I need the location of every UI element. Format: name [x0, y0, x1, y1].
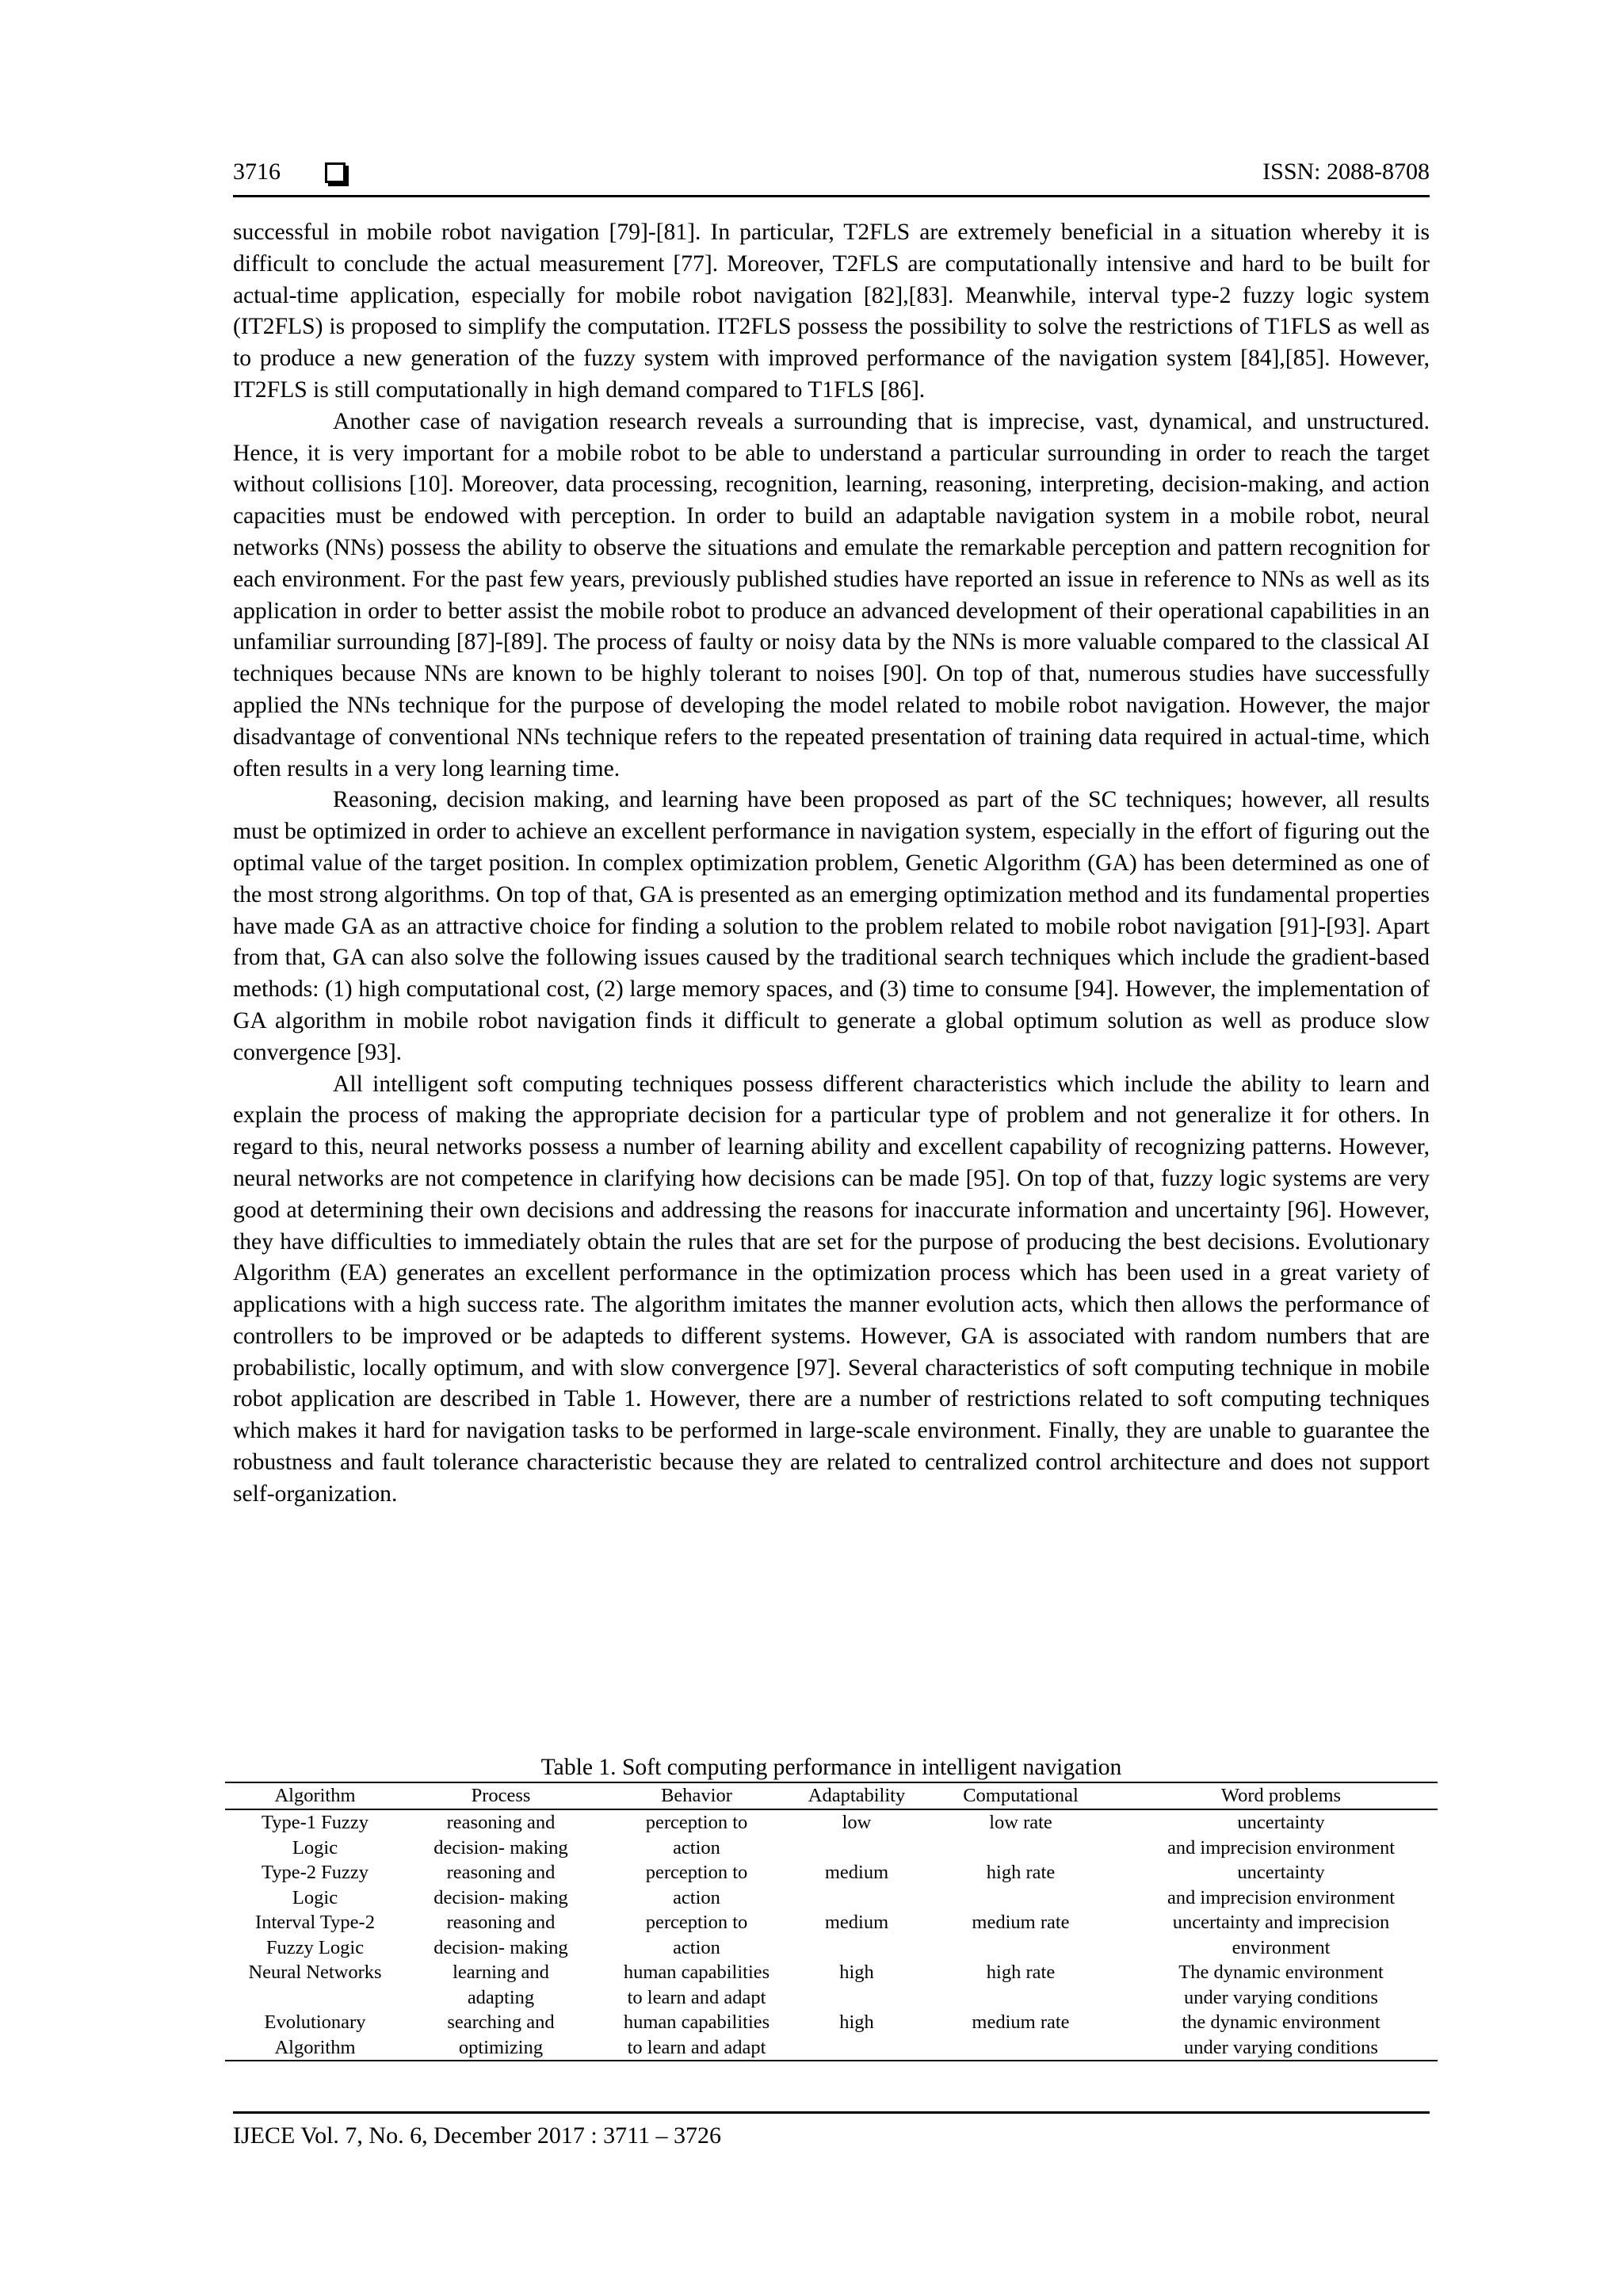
table-cell: uncertainty and imprecision environment — [1172, 1912, 1390, 1958]
table-cell: human capabilities to learn and adapt — [623, 1962, 770, 2008]
table-cell: learning and adapting — [453, 1962, 549, 2008]
table-cell: high — [839, 2011, 874, 2033]
table-cell: low — [842, 1812, 872, 1833]
table-cell: medium — [824, 1912, 889, 1933]
table-cell: human capabilities to learn and adapt — [623, 2011, 770, 2058]
table-row — [225, 2010, 1438, 2061]
square-bullet-icon — [325, 162, 346, 183]
table-cell: uncertainty and imprecision environment — [1167, 1862, 1396, 1908]
table-cell: The dynamic environment under varying conditions — [1178, 1962, 1384, 2008]
header-word-problems: Word problems — [1125, 1782, 1438, 1809]
body-text — [233, 217, 1430, 1511]
page-number: 3716 — [233, 159, 281, 185]
header-algorithm: Algorithm — [225, 1782, 405, 1809]
paragraph-3: Reasoning, decision making, and learning have been proposed as part of the SC techniques; however, all results must be optimized in order to achieve an excellent performance in navigation system, especially in the effort of figuring out the optimal value of the target position. In complex optimization problem, Genetic Algorithm (GA) has been determined as one of the most strong algorithms. On top of that, GA is presented as an emerging optimization method and its fundamental properties have made GA as an attractive choice for finding a solution to the problem related to mobile robot navigation [91]-[93]. Apart from that, GA can also solve the following issues caused by the traditional search techniques which include the gradient-based methods: (1) high computational cost, (2) large memory spaces, and (3) time to consume [94]. However, the implementation of GA algorithm in mobile robot navigation finds it difficult to generate a global optimum solution as well as produce slow convergence [93]. — [233, 787, 1430, 1065]
table-row — [225, 1910, 1438, 1960]
paragraph-1: successful in mobile robot navigation [79]-[81]. In particular, T2FLS are extremely beneficial in a situation whereby it is difficult to conclude the actual measurement [77]. Moreover, T2FLS are computationally intensive and hard to be built for actual-time application, especially for mobile robot navigation [82],[83]. Meanwhile, interval type-2 fuzzy logic system (IT2FLS) is proposed to simplify the computation. IT2FLS possess the possibility to solve the restrictions of T1FLS as well as to produce a new generation of the fuzzy system with improved performance of the navigation system [84],[85]. However, IT2FLS is still computationally in high demand compared to T1FLS [86]. — [233, 220, 1430, 403]
header-process: Process — [405, 1782, 597, 1809]
table-cell: Neural Networks — [248, 1962, 382, 1983]
table-cell: uncertainty and imprecision environment — [1167, 1812, 1396, 1859]
table-cell: medium rate — [972, 2011, 1070, 2033]
table-cell: reasoning and decision- making — [433, 1912, 568, 1958]
header-computational: Computational — [917, 1782, 1125, 1809]
page-header — [233, 154, 1430, 197]
table-cell: perception to action — [645, 1812, 748, 1859]
table-1 — [225, 1753, 1438, 2061]
table-cell: Interval Type-2 Fuzzy Logic — [255, 1912, 375, 1958]
performance-table — [225, 1782, 1438, 2061]
paragraph-2: Another case of navigation research reveals a surrounding that is imprecise, vast, dynamical, and unstructured. Hence, it is very important for a mobile robot to be able to understand a particular surrounding in order to reach the target without collisions [10]. Moreover, data processing, recognition, learning, reasoning, interpreting, decision-making, and action capacities must be endowed with perception. In order to build an adaptable navigation system in a mobile robot, neural networks (NNs) possess the ability to observe the situations and emulate the remarkable perception and pattern recognition for each environment. For the past few years, previously published studies have reported an issue in reference to NNs as well as its application in order to better assist the mobile robot to produce an advanced development of their operational capabilities in an unfamiliar surrounding [87]-[89]. The process of faulty or noisy data by the NNs is more valuable compared to the classical AI techniques because NNs are known to be highly tolerant to noises [90]. On top of that, numerous studies have successfully applied the NNs technique for the purpose of developing the model related to mobile robot navigation. However, the major disadvantage of conventional NNs technique refers to the repeated presentation of training data required in actual-time, which often results in a very long learning time. — [233, 408, 1430, 781]
issn-label: ISSN: 2088-8708 — [1262, 159, 1430, 185]
table-cell: the dynamic environment under varying conditions — [1182, 2011, 1381, 2058]
table-row — [225, 1860, 1438, 1910]
table-cell: searching and optimizing — [447, 2011, 555, 2058]
table-header-row — [225, 1782, 1438, 1809]
table-cell: high — [839, 1962, 874, 1983]
table-caption: Table 1. Soft computing performance in intelligent navigation — [540, 1755, 1122, 1780]
table-cell: low rate — [989, 1812, 1052, 1833]
header-adaptability: Adaptability — [796, 1782, 917, 1809]
journal-citation: IJECE Vol. 7, No. 6, December 2017 : 3711 – 3726 — [233, 2122, 722, 2149]
table-row — [225, 1960, 1438, 2010]
page-footer — [233, 2111, 1430, 2150]
table-cell: medium — [824, 1862, 889, 1883]
table-cell: medium rate — [972, 1912, 1070, 1933]
table-cell: high rate — [986, 1962, 1056, 1983]
header-behavior: Behavior — [597, 1782, 796, 1809]
table-cell: reasoning and decision- making — [433, 1862, 568, 1908]
paragraph-4: All intelligent soft computing techniques possess different characteristics which include the ability to learn and explain the process of making the appropriate decision for a particular type of problem and not generalize it for others. In regard to this, neural networks possess a number of learning ability and excellent capability of recognizing patterns. However, neural networks are not competence in clarifying how decisions can be made [95]. On top of that, fuzzy logic systems are very good at determining their own decisions and addressing the reasons for inaccurate information and uncertainty [96]. However, they have difficulties to immediately obtain the rules that are set for the purpose of producing the best decisions. Evolutionary Algorithm (EA) generates an excellent performance in the optimization process which has been used in a great variety of applications with a high success rate. The algorithm imitates the manner evolution acts, which then allows the performance of controllers to be improved or be adapteds to different systems. However, GA is associated with random numbers that are probabilistic, locally optimum, and with slow convergence [97]. Several characteristics of soft computing technique in mobile robot application are described in Table 1. However, there are a number of restrictions related to soft computing techniques which makes it hard for navigation tasks to be performed in large-scale environment. Finally, they are unable to guarantee the robustness and fault tolerance characteristic because they are related to centralized control architecture and does not support self-organization. — [233, 1071, 1430, 1507]
table-row — [225, 1809, 1438, 1860]
table-cell: high rate — [986, 1862, 1056, 1883]
table-cell: perception to action — [645, 1862, 748, 1908]
table-cell: Type-2 Fuzzy Logic — [261, 1862, 369, 1908]
table-cell: perception to action — [645, 1912, 748, 1958]
table-cell: reasoning and decision- making — [433, 1812, 568, 1859]
table-cell: Evolutionary Algorithm — [264, 2011, 366, 2058]
table-cell: Type-1 Fuzzy Logic — [261, 1812, 369, 1859]
